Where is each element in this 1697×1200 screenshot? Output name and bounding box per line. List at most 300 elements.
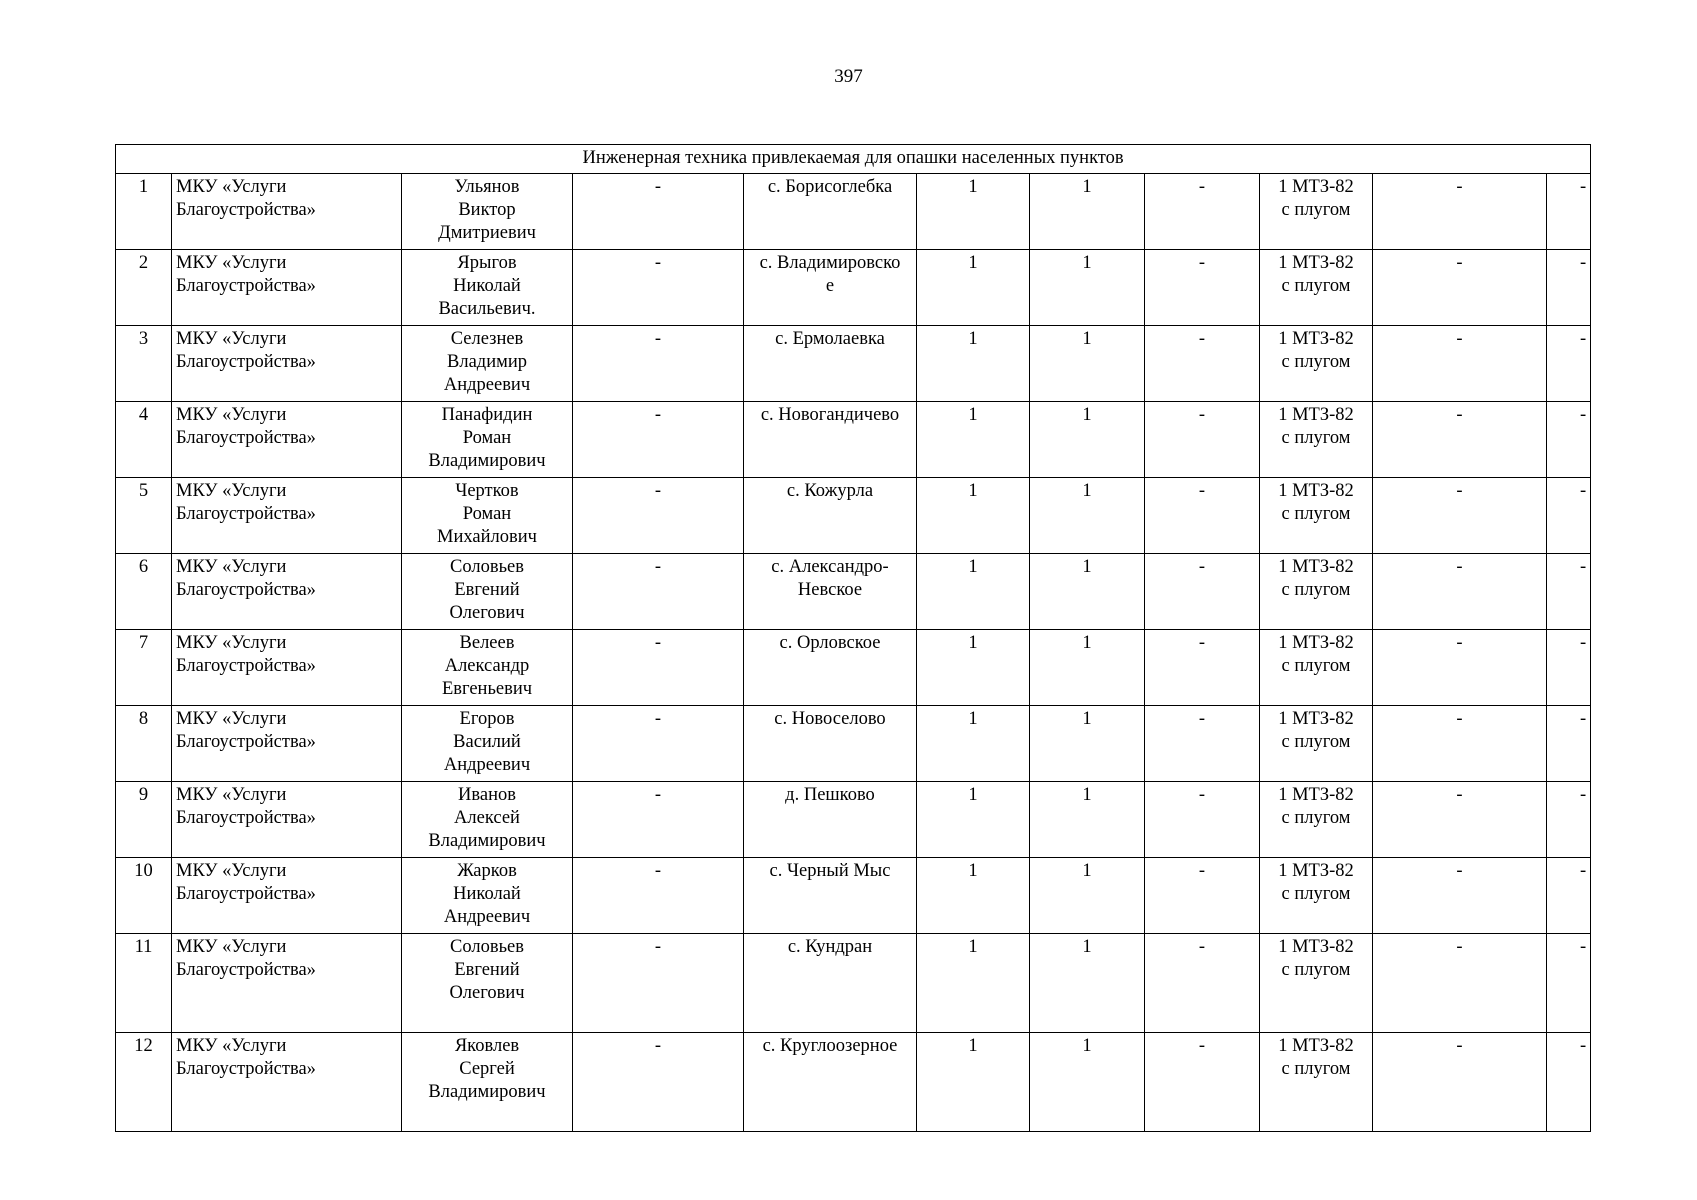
organization-cell xyxy=(172,174,402,250)
equipment-cell-text: с плугом xyxy=(1281,656,1351,676)
row-number-cell-text: 7 xyxy=(138,633,149,653)
settlement-cell-text: Невское xyxy=(797,580,863,600)
responsible-person-cell-text: Чертков xyxy=(455,481,519,501)
equipment-cell xyxy=(1260,858,1373,934)
column-7-cell xyxy=(1030,782,1145,858)
column-4-cell-text: - xyxy=(654,557,662,577)
column-10-cell xyxy=(1373,554,1547,630)
column-6-cell xyxy=(917,858,1030,934)
settlement-cell-text: с. Круглоозерное xyxy=(762,1036,898,1056)
column-4-cell xyxy=(573,934,744,1033)
organization-cell-text: МКУ «Услуги xyxy=(176,253,287,273)
settlement-cell-text: д. Пешково xyxy=(785,785,875,805)
column-11-cell-text: - xyxy=(1579,329,1587,349)
responsible-person-cell-text: Егоров xyxy=(459,709,515,729)
organization-cell xyxy=(172,326,402,402)
settlement-cell xyxy=(744,478,917,554)
equipment-cell xyxy=(1260,934,1373,1033)
column-6-cell xyxy=(917,630,1030,706)
responsible-person-cell-text: Соловьев xyxy=(450,557,524,577)
column-11-cell-text: - xyxy=(1579,709,1587,729)
equipment-cell xyxy=(1260,478,1373,554)
column-11-cell-text: - xyxy=(1579,253,1587,273)
responsible-person-cell xyxy=(402,250,573,326)
settlement-cell xyxy=(744,858,917,934)
column-7-cell xyxy=(1030,174,1145,250)
equipment-cell-text: 1 МТЗ-82 xyxy=(1278,557,1354,577)
column-11-cell-text: - xyxy=(1579,1036,1587,1056)
column-10-cell-text: - xyxy=(1456,785,1463,805)
column-10-cell-text: - xyxy=(1456,709,1463,729)
row-number-cell-text: 2 xyxy=(138,253,149,273)
column-6-cell xyxy=(917,174,1030,250)
settlement-cell-text: с. Борисоглебка xyxy=(767,177,893,197)
responsible-person-cell-text: Евгеньевич xyxy=(441,679,533,699)
column-6-cell-text: 1 xyxy=(968,861,978,881)
column-10-cell-text: - xyxy=(1456,937,1463,957)
responsible-person-cell-text: Велеев xyxy=(459,633,515,653)
column-7-cell xyxy=(1030,1033,1145,1132)
organization-cell-text: МКУ «Услуги xyxy=(176,937,287,957)
responsible-person-cell-text: Жарков xyxy=(457,861,517,881)
row-number-cell-text: 1 xyxy=(138,177,149,197)
column-8-cell-text: - xyxy=(1198,785,1206,805)
settlement-cell-text: с. Александро- xyxy=(771,557,889,577)
row-number-cell-text: 3 xyxy=(138,329,149,349)
column-4-cell-text: - xyxy=(654,329,662,349)
column-10-cell-text: - xyxy=(1456,481,1463,501)
equipment-cell-text: 1 МТЗ-82 xyxy=(1278,785,1354,805)
column-6-cell-text: 1 xyxy=(968,481,978,501)
column-10-cell xyxy=(1373,858,1547,934)
column-10-cell-text: - xyxy=(1456,1036,1463,1056)
equipment-cell xyxy=(1260,402,1373,478)
column-7-cell-text: 1 xyxy=(1082,861,1092,881)
column-4-cell-text: - xyxy=(654,1036,662,1056)
table-title: Инженерная техника привлекаемая для опашки населенных пунктов xyxy=(116,145,1591,174)
column-7-cell-text: 1 xyxy=(1082,405,1092,425)
column-4-cell-text: - xyxy=(654,785,662,805)
column-8-cell xyxy=(1145,934,1260,1033)
table-row xyxy=(116,858,1591,934)
column-8-cell-text: - xyxy=(1198,481,1206,501)
responsible-person-cell xyxy=(402,706,573,782)
page-number: 397 xyxy=(834,66,863,87)
settlement-cell xyxy=(744,1033,917,1132)
responsible-person-cell-text: Роман xyxy=(462,428,512,448)
column-7-cell xyxy=(1030,630,1145,706)
column-10-cell-text: - xyxy=(1456,861,1463,881)
column-8-cell xyxy=(1145,706,1260,782)
responsible-person-cell xyxy=(402,782,573,858)
column-6-cell xyxy=(917,326,1030,402)
column-7-cell-text: 1 xyxy=(1082,937,1092,957)
row-number-cell xyxy=(116,250,172,326)
column-10-cell-text: - xyxy=(1456,405,1463,425)
row-number-cell-text: 5 xyxy=(138,481,149,501)
column-6-cell xyxy=(917,478,1030,554)
row-number-cell xyxy=(116,554,172,630)
responsible-person-cell-text: Владимирович xyxy=(428,831,546,851)
column-10-cell-text: - xyxy=(1456,557,1463,577)
responsible-person-cell-text: Роман xyxy=(462,504,512,524)
column-10-cell xyxy=(1373,782,1547,858)
responsible-person-cell-text: Олегович xyxy=(449,603,525,623)
column-11-cell xyxy=(1547,934,1591,1033)
column-8-cell-text: - xyxy=(1198,937,1206,957)
organization-cell xyxy=(172,554,402,630)
column-7-cell xyxy=(1030,554,1145,630)
column-7-cell xyxy=(1030,478,1145,554)
equipment-cell-text: 1 МТЗ-82 xyxy=(1278,709,1354,729)
column-4-cell xyxy=(573,782,744,858)
equipment-cell-text: с плугом xyxy=(1281,504,1351,524)
column-6-cell xyxy=(917,934,1030,1033)
column-4-cell xyxy=(573,478,744,554)
column-8-cell xyxy=(1145,326,1260,402)
column-11-cell xyxy=(1547,402,1591,478)
responsible-person-cell-text: Олегович xyxy=(449,983,525,1003)
row-number-cell-text: 8 xyxy=(138,709,149,729)
row-number-cell-text: 12 xyxy=(134,1036,153,1056)
organization-cell xyxy=(172,858,402,934)
column-10-cell xyxy=(1373,326,1547,402)
table-row xyxy=(116,402,1591,478)
settlement-cell-text: с. Владимировско xyxy=(759,253,901,273)
equipment-cell-text: 1 МТЗ-82 xyxy=(1278,861,1354,881)
organization-cell-text: Благоустройства» xyxy=(176,732,316,752)
settlement-cell-text: с. Новоселово xyxy=(774,709,886,729)
column-6-cell-text: 1 xyxy=(968,557,978,577)
equipment-cell-text: с плугом xyxy=(1281,1059,1351,1079)
responsible-person-cell xyxy=(402,1033,573,1132)
organization-cell-text: Благоустройства» xyxy=(176,884,316,904)
column-6-cell-text: 1 xyxy=(968,937,978,957)
organization-cell xyxy=(172,934,402,1033)
column-11-cell-text: - xyxy=(1579,785,1587,805)
column-4-cell-text: - xyxy=(654,177,662,197)
column-7-cell xyxy=(1030,250,1145,326)
responsible-person-cell xyxy=(402,630,573,706)
equipment-cell xyxy=(1260,1033,1373,1132)
column-4-cell-text: - xyxy=(654,405,662,425)
equipment-cell-text: 1 МТЗ-82 xyxy=(1278,329,1354,349)
column-6-cell-text: 1 xyxy=(968,709,978,729)
responsible-person-cell-text: Андреевич xyxy=(443,375,531,395)
settlement-cell-text: с. Новогандичево xyxy=(760,405,900,425)
table-row xyxy=(116,782,1591,858)
row-number-cell xyxy=(116,478,172,554)
row-number-cell-text: 11 xyxy=(134,937,153,957)
equipment-cell-text: 1 МТЗ-82 xyxy=(1278,481,1354,501)
machinery-table xyxy=(115,144,1591,1132)
column-8-cell-text: - xyxy=(1198,253,1206,273)
equipment-cell-text: 1 МТЗ-82 xyxy=(1278,1036,1354,1056)
responsible-person-cell-text: Владимирович xyxy=(428,451,546,471)
column-8-cell-text: - xyxy=(1198,709,1206,729)
column-7-cell-text: 1 xyxy=(1082,481,1092,501)
column-6-cell-text: 1 xyxy=(968,405,978,425)
row-number-cell-text: 6 xyxy=(138,557,149,577)
column-10-cell-text: - xyxy=(1456,253,1463,273)
column-4-cell xyxy=(573,1033,744,1132)
column-10-cell xyxy=(1373,630,1547,706)
table-row xyxy=(116,174,1591,250)
column-8-cell-text: - xyxy=(1198,329,1206,349)
column-6-cell-text: 1 xyxy=(968,1036,978,1056)
column-11-cell-text: - xyxy=(1579,633,1587,653)
organization-cell-text: Благоустройства» xyxy=(176,960,316,980)
organization-cell-text: МКУ «Услуги xyxy=(176,481,287,501)
column-8-cell xyxy=(1145,858,1260,934)
organization-cell-text: МКУ «Услуги xyxy=(176,633,287,653)
column-8-cell-text: - xyxy=(1198,177,1206,197)
responsible-person-cell-text: Андреевич xyxy=(443,755,531,775)
equipment-cell xyxy=(1260,706,1373,782)
equipment-cell xyxy=(1260,630,1373,706)
organization-cell-text: Благоустройства» xyxy=(176,808,316,828)
column-8-cell xyxy=(1145,250,1260,326)
responsible-person-cell xyxy=(402,554,573,630)
column-10-cell xyxy=(1373,250,1547,326)
responsible-person-cell xyxy=(402,326,573,402)
column-8-cell xyxy=(1145,782,1260,858)
settlement-cell xyxy=(744,554,917,630)
table-title-row xyxy=(116,145,1591,174)
column-11-cell xyxy=(1547,250,1591,326)
settlement-cell xyxy=(744,630,917,706)
equipment-cell-text: с плугом xyxy=(1281,428,1351,448)
organization-cell-text: МКУ «Услуги xyxy=(176,405,287,425)
column-6-cell xyxy=(917,782,1030,858)
settlement-cell xyxy=(744,402,917,478)
equipment-cell xyxy=(1260,326,1373,402)
column-7-cell-text: 1 xyxy=(1082,557,1092,577)
row-number-cell xyxy=(116,782,172,858)
column-6-cell-text: 1 xyxy=(968,633,978,653)
settlement-cell-text: с. Черный Мыс xyxy=(769,861,891,881)
equipment-cell-text: 1 МТЗ-82 xyxy=(1278,253,1354,273)
column-11-cell-text: - xyxy=(1579,557,1587,577)
organization-cell xyxy=(172,706,402,782)
column-10-cell-text: - xyxy=(1456,633,1463,653)
responsible-person-cell-text: Владимир xyxy=(447,352,527,372)
table-row xyxy=(116,706,1591,782)
row-number-cell xyxy=(116,326,172,402)
equipment-cell-text: 1 МТЗ-82 xyxy=(1278,633,1354,653)
column-6-cell xyxy=(917,250,1030,326)
table-row xyxy=(116,934,1591,1033)
column-11-cell-text: - xyxy=(1579,937,1587,957)
organization-cell-text: Благоустройства» xyxy=(176,428,316,448)
column-4-cell xyxy=(573,326,744,402)
table-row xyxy=(116,630,1591,706)
equipment-cell-text: с плугом xyxy=(1281,580,1351,600)
responsible-person-cell-text: Николай xyxy=(453,276,521,296)
column-6-cell-text: 1 xyxy=(968,177,978,197)
responsible-person-cell-text: Яковлев xyxy=(454,1036,520,1056)
column-10-cell-text: - xyxy=(1456,177,1463,197)
column-11-cell xyxy=(1547,478,1591,554)
table-row xyxy=(116,250,1591,326)
table-row xyxy=(116,1033,1591,1132)
organization-cell-text: Благоустройства» xyxy=(176,200,316,220)
column-7-cell xyxy=(1030,402,1145,478)
equipment-cell-text: с плугом xyxy=(1281,200,1351,220)
organization-cell-text: МКУ «Услуги xyxy=(176,1036,287,1056)
organization-cell-text: Благоустройства» xyxy=(176,276,316,296)
table-row xyxy=(116,478,1591,554)
column-11-cell xyxy=(1547,174,1591,250)
column-4-cell xyxy=(573,706,744,782)
column-10-cell xyxy=(1373,174,1547,250)
column-4-cell-text: - xyxy=(654,253,662,273)
equipment-cell-text: с плугом xyxy=(1281,808,1351,828)
responsible-person-cell-text: Селезнев xyxy=(450,329,524,349)
responsible-person-cell-text: Владимирович xyxy=(428,1082,546,1102)
column-4-cell-text: - xyxy=(654,633,662,653)
column-8-cell xyxy=(1145,402,1260,478)
equipment-cell-text: с плугом xyxy=(1281,732,1351,752)
column-6-cell-text: 1 xyxy=(968,785,978,805)
settlement-cell xyxy=(744,250,917,326)
row-number-cell xyxy=(116,858,172,934)
equipment-cell xyxy=(1260,174,1373,250)
row-number-cell-text: 4 xyxy=(138,405,149,425)
column-6-cell xyxy=(917,554,1030,630)
column-7-cell xyxy=(1030,934,1145,1033)
responsible-person-cell-text: Иванов xyxy=(458,785,516,805)
column-7-cell-text: 1 xyxy=(1082,253,1092,273)
column-6-cell xyxy=(917,402,1030,478)
responsible-person-cell-text: Ярыгов xyxy=(457,253,517,273)
column-11-cell xyxy=(1547,554,1591,630)
column-11-cell-text: - xyxy=(1579,405,1587,425)
column-8-cell-text: - xyxy=(1198,1036,1206,1056)
responsible-person-cell xyxy=(402,402,573,478)
column-8-cell xyxy=(1145,1033,1260,1132)
column-4-cell-text: - xyxy=(654,937,662,957)
settlement-cell-text: с. Орловское xyxy=(779,633,881,653)
column-10-cell-text: - xyxy=(1456,329,1463,349)
organization-cell-text: МКУ «Услуги xyxy=(176,785,287,805)
responsible-person-cell-text: Евгений xyxy=(454,580,520,600)
settlement-cell-text: с. Ермолаевка xyxy=(775,329,885,349)
column-4-cell xyxy=(573,630,744,706)
equipment-cell-text: 1 МТЗ-82 xyxy=(1278,177,1354,197)
column-8-cell xyxy=(1145,554,1260,630)
column-7-cell-text: 1 xyxy=(1082,177,1092,197)
responsible-person-cell-text: Сергей xyxy=(459,1059,515,1079)
organization-cell-text: Благоустройства» xyxy=(176,352,316,372)
column-10-cell xyxy=(1373,478,1547,554)
column-7-cell-text: 1 xyxy=(1082,785,1092,805)
column-11-cell-text: - xyxy=(1579,177,1587,197)
organization-cell-text: МКУ «Услуги xyxy=(176,709,287,729)
table-row xyxy=(116,326,1591,402)
row-number-cell xyxy=(116,402,172,478)
column-8-cell-text: - xyxy=(1198,557,1206,577)
organization-cell-text: МКУ «Услуги xyxy=(176,329,287,349)
row-number-cell xyxy=(116,174,172,250)
column-11-cell xyxy=(1547,1033,1591,1132)
responsible-person-cell-text: Василий xyxy=(453,732,521,752)
column-4-cell xyxy=(573,858,744,934)
responsible-person-cell-text: Евгений xyxy=(454,960,520,980)
column-10-cell xyxy=(1373,934,1547,1033)
equipment-cell-text: 1 МТЗ-82 xyxy=(1278,937,1354,957)
column-6-cell-text: 1 xyxy=(968,329,978,349)
column-7-cell xyxy=(1030,858,1145,934)
column-4-cell xyxy=(573,554,744,630)
column-7-cell-text: 1 xyxy=(1082,329,1092,349)
column-8-cell-text: - xyxy=(1198,861,1206,881)
equipment-cell xyxy=(1260,250,1373,326)
column-11-cell-text: - xyxy=(1579,861,1587,881)
column-8-cell xyxy=(1145,630,1260,706)
column-8-cell xyxy=(1145,174,1260,250)
equipment-cell-text: с плугом xyxy=(1281,276,1351,296)
column-4-cell xyxy=(573,174,744,250)
settlement-cell xyxy=(744,934,917,1033)
column-7-cell-text: 1 xyxy=(1082,1036,1092,1056)
column-11-cell xyxy=(1547,630,1591,706)
column-7-cell-text: 1 xyxy=(1082,709,1092,729)
organization-cell-text: Благоустройства» xyxy=(176,504,316,524)
row-number-cell-text: 10 xyxy=(134,861,153,881)
column-7-cell xyxy=(1030,706,1145,782)
row-number-cell xyxy=(116,706,172,782)
equipment-cell-text: с плугом xyxy=(1281,884,1351,904)
responsible-person-cell-text: Панафидин xyxy=(441,405,533,425)
column-8-cell xyxy=(1145,478,1260,554)
column-4-cell-text: - xyxy=(654,861,662,881)
responsible-person-cell-text: Ульянов xyxy=(454,177,520,197)
column-6-cell xyxy=(917,1033,1030,1132)
responsible-person-cell-text: Алексей xyxy=(454,808,520,828)
column-11-cell xyxy=(1547,706,1591,782)
organization-cell xyxy=(172,250,402,326)
organization-cell xyxy=(172,782,402,858)
responsible-person-cell-text: Виктор xyxy=(458,200,516,220)
column-7-cell xyxy=(1030,326,1145,402)
column-8-cell-text: - xyxy=(1198,405,1206,425)
responsible-person-cell xyxy=(402,858,573,934)
responsible-person-cell-text: Дмитриевич xyxy=(438,223,536,243)
column-4-cell-text: - xyxy=(654,481,662,501)
responsible-person-cell xyxy=(402,174,573,250)
column-10-cell xyxy=(1373,1033,1547,1132)
responsible-person-cell xyxy=(402,934,573,1033)
column-6-cell-text: 1 xyxy=(968,253,978,273)
settlement-cell xyxy=(744,174,917,250)
equipment-cell-text: 1 МТЗ-82 xyxy=(1278,405,1354,425)
organization-cell xyxy=(172,402,402,478)
responsible-person-cell-text: Андреевич xyxy=(443,907,531,927)
row-number-cell xyxy=(116,630,172,706)
column-8-cell-text: - xyxy=(1198,633,1206,653)
equipment-cell xyxy=(1260,554,1373,630)
equipment-cell-text: с плугом xyxy=(1281,960,1351,980)
organization-cell-text: Благоустройства» xyxy=(176,1059,316,1079)
organization-cell-text: МКУ «Услуги xyxy=(176,861,287,881)
table-row xyxy=(116,554,1591,630)
column-4-cell xyxy=(573,250,744,326)
organization-cell-text: МКУ «Услуги xyxy=(176,557,287,577)
organization-cell-text: Благоустройства» xyxy=(176,656,316,676)
responsible-person-cell-text: Васильевич. xyxy=(438,299,536,319)
organization-cell xyxy=(172,478,402,554)
